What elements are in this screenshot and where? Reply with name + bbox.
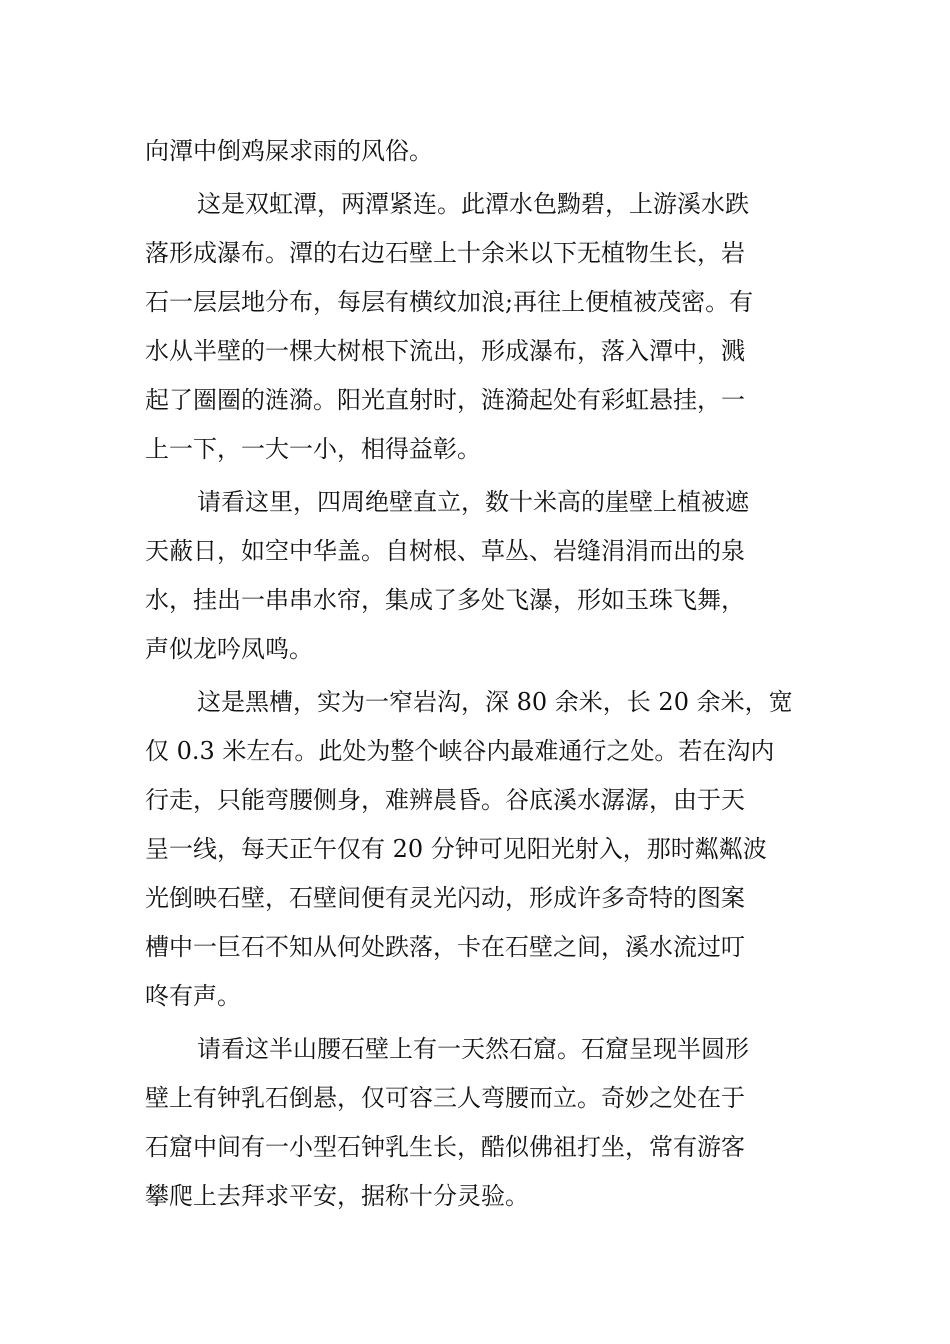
- text-line: 天蔽日，如空中华盖。自树根、草丛、岩缝涓涓而出的泉: [145, 537, 745, 565]
- paragraph-5: [145, 1025, 815, 1221]
- text-line: 落形成瀑布。潭的右边石壁上十余米以下无植物生长，岩: [145, 239, 745, 267]
- text-line: 壁上有钟乳石倒悬，仅可容三人弯腰而立。奇妙之处在于: [145, 1084, 745, 1112]
- text-line: 行走，只能弯腰侧身，难辨晨昏。谷底溪水潺潺，由于天: [145, 786, 745, 814]
- text-line: 呈一线，每天正午仅有 20 分钟可见阳光射入，那时粼粼波: [145, 835, 767, 863]
- paragraph-1: [145, 127, 815, 176]
- text-line: 这是双虹潭，两潭紧连。此潭水色黝碧，上游溪水跌: [197, 190, 749, 218]
- paragraph-2: [145, 180, 815, 474]
- text-line: 咚有声。: [145, 982, 241, 1010]
- text-line: 这是黑槽，实为一窄岩沟，深 80 余米，长 20 余米，宽: [197, 688, 793, 716]
- text-line: 向潭中倒鸡屎求雨的风俗。: [145, 137, 433, 165]
- text-line: 石窟中间有一小型石钟乳生长，酷似佛祖打坐，常有游客: [145, 1133, 745, 1161]
- document-body: [145, 127, 815, 1225]
- text-line: 水，挂出一串串水帘，集成了多处飞瀑，形如玉珠飞舞，: [145, 586, 745, 614]
- text-line: 攀爬上去拜求平安，据称十分灵验。: [145, 1182, 529, 1210]
- text-line: 上一下，一大一小，相得益彰。: [145, 435, 481, 463]
- text-line: 水从半壁的一棵大树根下流出，形成瀑布，落入潭中，溅: [145, 337, 745, 365]
- text-line: 槽中一巨石不知从何处跌落，卡在石壁之间，溪水流过叮: [145, 933, 745, 961]
- paragraph-4: [145, 678, 815, 1021]
- text-line: 仅 0.3 米左右。此处为整个峡谷内最难通行之处。若在沟内: [145, 737, 775, 765]
- text-line: 请看这里，四周绝壁直立，数十米高的崖壁上植被遮: [197, 488, 749, 516]
- text-line: 请看这半山腰石壁上有一天然石窟。石窟呈现半圆形: [197, 1035, 749, 1063]
- text-line: 光倒映石壁，石壁间便有灵光闪动，形成许多奇特的图案: [145, 884, 745, 912]
- text-line: 起了圈圈的涟漪。阳光直射时，涟漪起处有彩虹悬挂，一: [145, 386, 745, 414]
- text-line: 石一层层地分布，每层有横纹加浪;再往上便植被茂密。有: [145, 288, 754, 316]
- paragraph-3: [145, 478, 815, 674]
- text-line: 声似龙吟凤鸣。: [145, 635, 313, 663]
